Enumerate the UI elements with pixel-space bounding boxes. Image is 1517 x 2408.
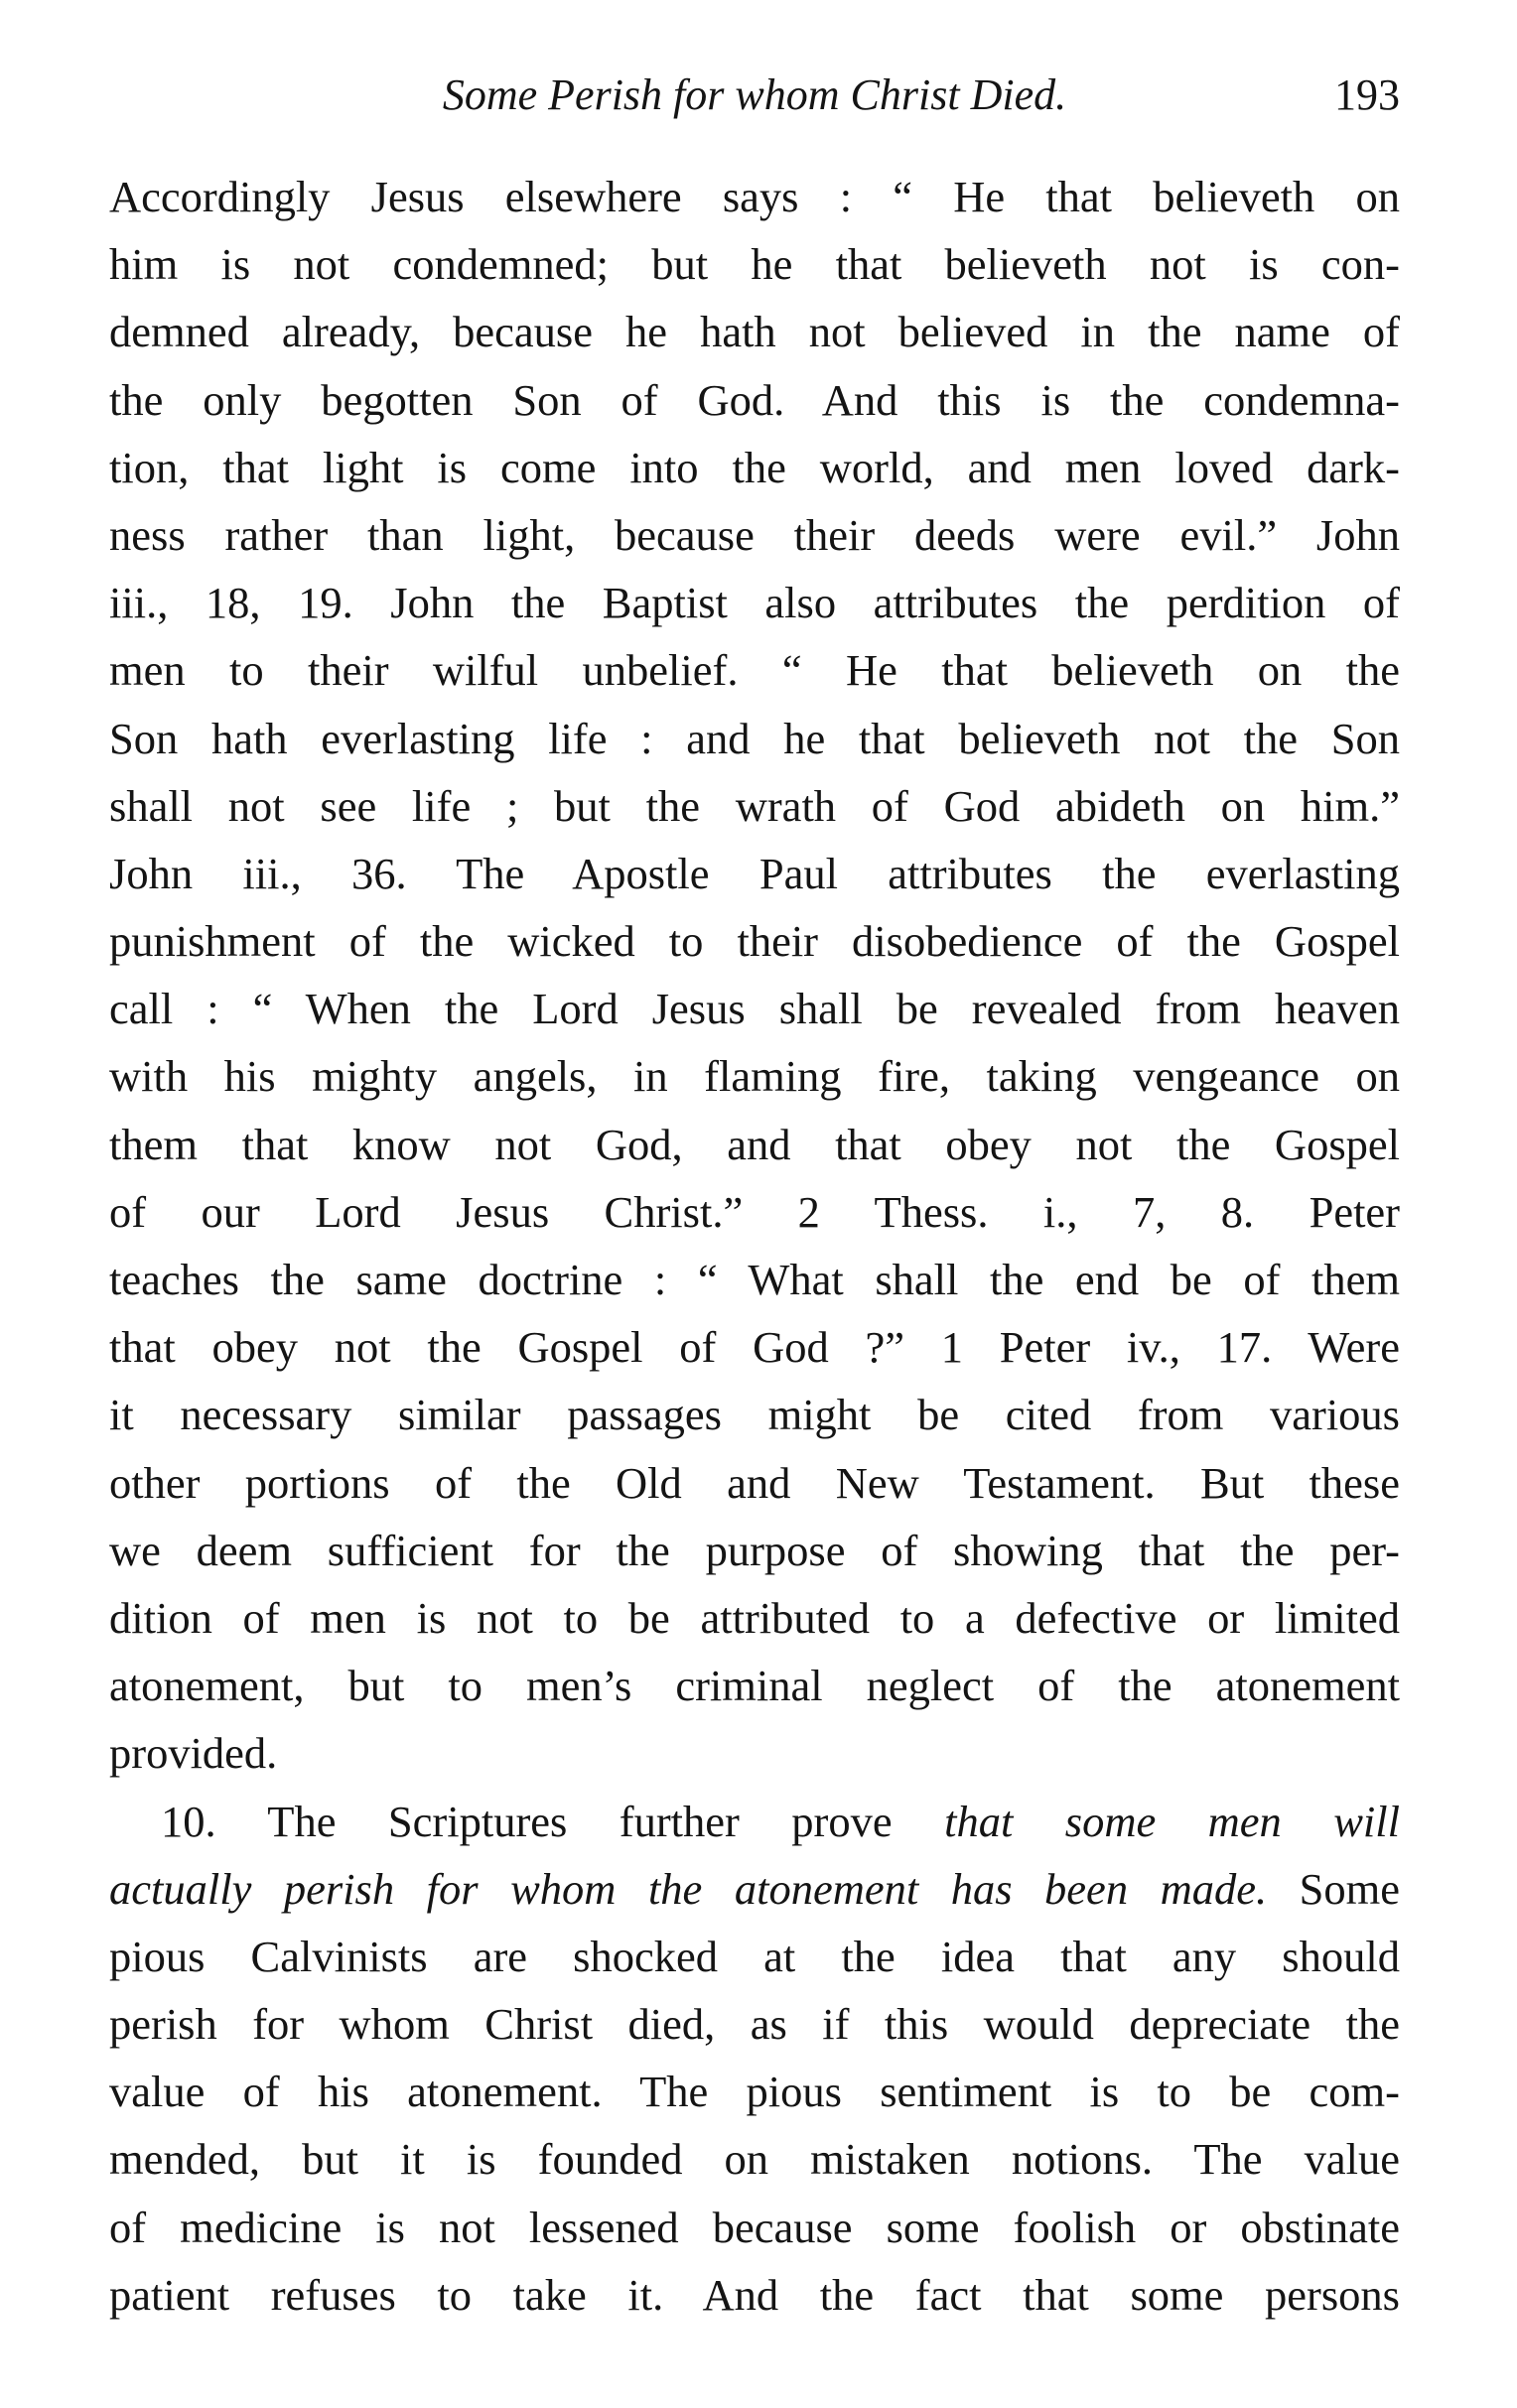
text-line: value of his atonement. The pious sentiment is to be com-	[109, 2067, 1400, 2117]
text-line: the only begotten Son of God. And this is the condemna-	[109, 374, 1400, 425]
text-line: men to their wilful unbelief. “ He that believeth on the	[109, 645, 1400, 696]
text-line: perish for whom Christ died, as if this would depreciate the	[109, 1999, 1400, 2050]
text-line: dition of men is not to be attributed to a defective or limited	[109, 1592, 1400, 1643]
text-line	[109, 1788, 1400, 1855]
text-line: other portions of the Old and New Testament. But these	[109, 1457, 1400, 1508]
text-fragment: Some	[1299, 1863, 1400, 1914]
text-line: mended, but it is founded on mistaken notions. The value	[109, 2134, 1400, 2185]
text-line: iii., 18, 19. John the Baptist also attributes the perdition of	[109, 578, 1400, 628]
text-line: punishment of the wicked to their disobedience of the Gospel	[109, 916, 1400, 967]
text-line: atonement, but to men’s criminal neglect of the atonement	[109, 1661, 1400, 1711]
text-line: teaches the same doctrine : “ What shall the end be of them	[109, 1255, 1400, 1304]
body-text	[109, 163, 1400, 2329]
text-line: demned already, because he hath not believed in the name of	[109, 307, 1400, 357]
text-line: that obey not the Gospel of God ?” 1 Peter iv., 17. Were	[109, 1322, 1400, 1373]
text-line: of medicine is not lessened because some foolish or obstinate	[109, 2202, 1400, 2252]
text-line: we deem sufficient for the purpose of showing that the per-	[109, 1525, 1400, 1575]
text-line: tion, that light is come into the world, and men loved dark-	[109, 442, 1400, 492]
text-line: provided.	[109, 1728, 278, 1779]
text-line: patient refuses to take it. And the fact that some persons	[109, 2269, 1400, 2320]
emphasis-text: that some men will	[944, 1796, 1400, 1846]
paragraph-10-opening: 10. The Scriptures further prove	[161, 1796, 893, 1846]
book-page	[109, 62, 1400, 2329]
text-line: ness rather than light, because their deeds were evil.” John	[109, 509, 1400, 560]
text-line: him is not condemned; but he that believeth not is con-	[109, 239, 1400, 290]
text-line	[109, 1855, 1400, 1923]
text-line: call : “ When the Lord Jesus shall be revealed from heaven	[109, 984, 1400, 1034]
emphasis-text: actually perish for whom the atonement has been made.	[109, 1863, 1268, 1914]
text-line: Accordingly Jesus elsewhere says : “ He that believeth on	[109, 172, 1400, 221]
text-line: shall not see life ; but the wrath of God abideth on him.”	[109, 780, 1400, 831]
text-line: with his mighty angels, in flaming fire, taking vengeance on	[109, 1051, 1400, 1102]
text-line: Son hath everlasting life : and he that believeth not the Son	[109, 713, 1400, 763]
running-title: Some Perish for whom Christ Died.	[442, 70, 1067, 119]
text-line: John iii., 36. The Apostle Paul attributes the everlasting	[109, 848, 1400, 898]
paragraph-10	[109, 1788, 1400, 2330]
running-head	[109, 62, 1400, 133]
paragraph-atonement-neglect	[109, 163, 1400, 1788]
text-line: of our Lord Jesus Christ.” 2 Thess. i., 7, 8. Peter	[109, 1186, 1400, 1237]
page-number: 193	[1334, 70, 1400, 119]
text-line: pious Calvinists are shocked at the idea that any should	[109, 1931, 1400, 1981]
text-line: it necessary similar passages might be cited from various	[109, 1390, 1400, 1440]
text-line: them that know not God, and that obey not the Gospel	[109, 1119, 1400, 1169]
